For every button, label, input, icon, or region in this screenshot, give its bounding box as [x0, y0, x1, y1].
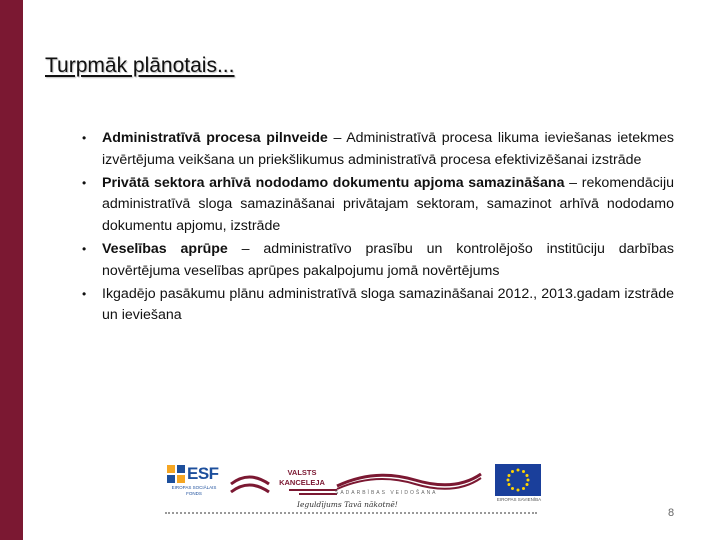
bullet-list [80, 128, 674, 328]
bullet-bold-text: Veselības aprūpe [102, 240, 228, 257]
bullet-text: Ikgadējo pasākumu plānu administratīvā sloga samazināšanai 2012., 2013.gadam izstrāde un ieviešana [102, 285, 674, 324]
esf-mark-icon [167, 465, 185, 483]
bullet-dot-icon: • [82, 286, 87, 301]
esf-logo [165, 462, 223, 498]
eu-caption: EIROPAS SAVIENĪBA [496, 497, 542, 502]
esf-logo-subtitle: EIROPAS SOCIĀLAIS FONDS [171, 485, 217, 496]
bullet-dot-icon: • [82, 241, 87, 256]
vk-line1: VALSTS [287, 468, 317, 477]
bullet-text: – rekomendāciju administratīvā sloga samazināšanai privātajam sektoram, samazinot arhīvā nododamo dokumentu apjomu, izstrāde [102, 174, 674, 235]
dotted-divider [165, 512, 537, 514]
valsts-kanceleja-logo [229, 462, 339, 502]
bullet-item [80, 284, 674, 328]
bullet-text: – Administratīvā procesa likuma ieviešanas ietekmes izvērtējuma veikšana un priekšlikumus administratīvā procesa efektivizēšanai izstrāde [102, 130, 674, 168]
accent-side-bar [0, 0, 23, 540]
footer-motto: Ieguldījums Tavā nākotnē! [297, 500, 398, 509]
footer-logos [165, 462, 545, 520]
vk-line2: KANCELEJA [279, 478, 325, 487]
slide-title: Turpmāk plānotais... [45, 54, 235, 77]
esf-logo-text: ESF [187, 464, 219, 483]
bullet-text: – administratīvo prasību un kontrolējošo institūciju darbības novērtējuma veselības aprūpes pakalpojumu jomā novērtējums [102, 240, 674, 279]
partnership-text: SADARBĪBAS VEIDOŠANA [335, 490, 438, 496]
eu-stars-icon [495, 464, 541, 496]
bullet-item [80, 239, 674, 283]
partnership-waves-icon [335, 470, 483, 490]
bullet-item [80, 173, 674, 238]
bullet-dot-icon: • [82, 131, 87, 145]
bullet-item [80, 128, 674, 172]
bullet-dot-icon: • [82, 175, 87, 190]
page-number: 8 [668, 507, 675, 519]
bullet-bold-text: Administratīvā procesa pilnveide [102, 130, 328, 146]
partnership-logo [335, 470, 483, 496]
eu-flag-logo [495, 464, 541, 496]
bullet-bold-text: Privātā sektora arhīvā nododamo dokumentu apjoma samazināšana [102, 174, 565, 191]
